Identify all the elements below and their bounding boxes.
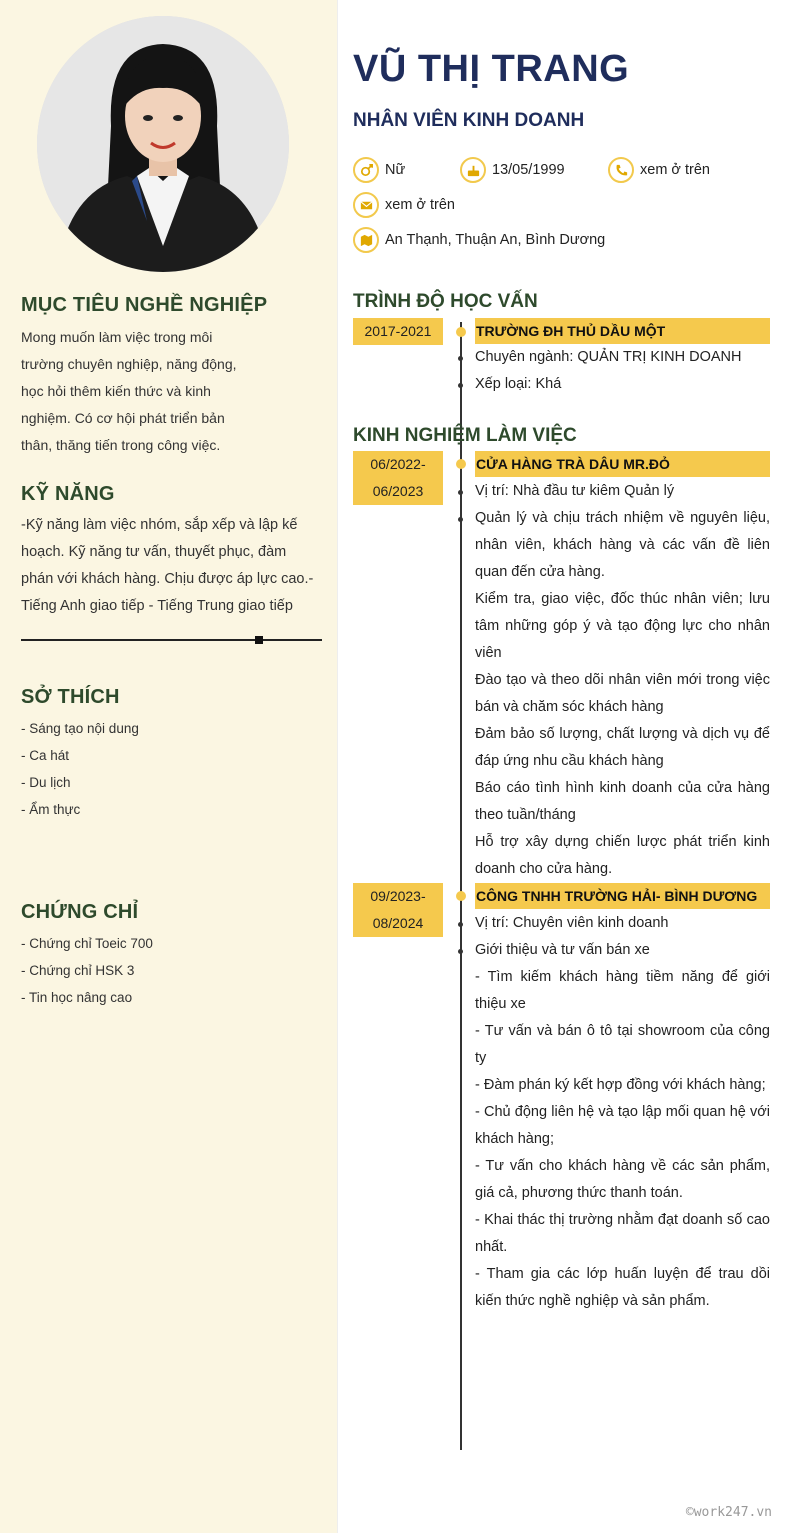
bullet-dot [458, 922, 463, 927]
certificates-list [21, 930, 153, 1011]
list-item: - Du lịch [21, 775, 71, 790]
email-info[interactable] [353, 192, 455, 218]
gender-value: Nữ [385, 162, 406, 178]
timeline-dot [456, 891, 466, 901]
skills-line: -Kỹ năng làm việc nhóm, sắp xếp và lập kế [21, 517, 298, 533]
skills-line: hoạch. Kỹ năng tư vấn, thuyết phục, đàm [21, 544, 287, 560]
objective-title: MỤC TIÊU NGHỀ NGHIỆP [21, 294, 268, 316]
duty-item: - Tư vấn cho khách hàng về các sản phẩm, giá cả, phương thức thanh toán. [475, 1158, 770, 1201]
timeline-dot [456, 459, 466, 469]
job-intro: Giới thiệu và tư vấn bán xe [475, 942, 650, 958]
job-date-from: 09/2023- [370, 888, 426, 904]
hobbies-title: SỞ THÍCH [21, 686, 120, 708]
duty-item: Đảm bảo số lượng, chất lượng và dịch vụ để đáp ứng nhu cầu khách hàng [475, 726, 770, 769]
objective-line: nghiệm. Có cơ hội phát triển bản [21, 410, 225, 426]
bullet-dot [458, 490, 463, 495]
birthday-value: 13/05/1999 [492, 162, 565, 178]
job-date-to: 06/2023 [372, 483, 424, 499]
list-item: - Ẩm thực [21, 802, 81, 817]
duty-item: Kiểm tra, giao việc, đốc thúc nhân viên; lưu tâm những góp ý và tạo động lực cho nhân viên [475, 591, 770, 661]
map-icon [353, 227, 379, 253]
duty-item: - Tham gia các lớp huấn luyện để trau dồi kiến thức nghề nghiệp và sản phẩm. [475, 1266, 770, 1309]
duty-item: - Đàm phán ký kết hợp đồng với khách hàng; [475, 1077, 766, 1093]
education-grade: Xếp loại: Khá [475, 376, 562, 392]
skills-line: Tiếng Anh giao tiếp - Tiếng Trung giao tiếp [21, 598, 293, 614]
duty-item: - Chủ động liên hệ và tạo lập mối quan hệ với khách hàng; [475, 1104, 770, 1147]
duty-item: Quản lý và chịu trách nhiệm về nguyên liệu, nhân viên, khách hàng và các vấn đề liên quan đến cửa hàng. [475, 510, 770, 580]
duty-item: Hỗ trợ xây dựng chiến lược phát triển kinh doanh cho cửa hàng. [475, 834, 770, 877]
phone-value: xem ở trên [640, 162, 710, 178]
hobbies-list [21, 715, 139, 823]
cake-icon [460, 157, 486, 183]
list-item: - Chứng chỉ HSK 3 [21, 963, 135, 978]
watermark: ©work247.vn [685, 1505, 772, 1520]
avatar-photo [37, 16, 289, 272]
gender-info [353, 157, 405, 183]
bullet-dot [458, 949, 463, 954]
bullet-dot [458, 356, 463, 361]
experience-title: KINH NGHIỆM LÀM VIỆC [353, 425, 577, 446]
education-title: TRÌNH ĐỘ HỌC VẤN [353, 291, 538, 312]
job-title: NHÂN VIÊN KINH DOANH [353, 110, 585, 131]
email-value: xem ở trên [385, 197, 455, 213]
education-major: Chuyên ngành: QUẢN TRỊ KINH DOANH [475, 349, 742, 365]
skills-text [21, 512, 321, 620]
objective-text [21, 324, 261, 459]
objective-line: trường chuyên nghiệp, năng động, [21, 356, 237, 372]
company-name: CỬA HÀNG TRÀ DÂU MR.ĐỎ [475, 451, 770, 477]
skills-line: phán với khách hàng. Chịu được áp lực cao.- [21, 571, 314, 587]
job-date-from: 06/2022- [370, 456, 426, 472]
left-sidebar [0, 0, 338, 1533]
objective-line: học hỏi thêm kiến thức và kinh [21, 383, 211, 399]
duty-item: - Tìm kiếm khách hàng tiềm năng để giới thiệu xe [475, 969, 770, 1012]
divider-knob [255, 636, 263, 644]
birthday-info [460, 157, 565, 183]
job-duties [475, 505, 770, 883]
objective-line: thân, thăng tiến trong công việc. [21, 437, 221, 453]
address-value: An Thạnh, Thuận An, Bình Dương [385, 232, 606, 248]
candidate-name: VŨ THỊ TRANG [353, 48, 630, 90]
bullet-dot [458, 517, 463, 522]
job-duties [475, 964, 770, 1315]
duty-item: - Khai thác thị trường nhằm đạt doanh số cao nhất. [475, 1212, 770, 1255]
duty-item: Báo cáo tình hình kinh doanh của cửa hàng theo tuần/tháng [475, 780, 770, 823]
divider-line [21, 639, 322, 641]
objective-line: Mong muốn làm việc trong môi [21, 329, 213, 345]
school-name: TRƯỜNG ĐH THỦ DẦU MỘT [475, 318, 770, 344]
bullet-dot [458, 383, 463, 388]
avatar [37, 16, 289, 272]
list-item: - Chứng chỉ Toeic 700 [21, 936, 153, 951]
company-name: CÔNG TNHH TRƯỜNG HẢI- BÌNH DƯƠNG [475, 883, 770, 909]
phone-info[interactable] [608, 157, 710, 183]
education-date: 2017-2021 [353, 318, 443, 345]
job-date [353, 883, 443, 937]
skills-title: KỸ NĂNG [21, 483, 115, 505]
envelope-icon [353, 192, 379, 218]
gender-icon [353, 157, 379, 183]
job-position: Vị trí: Chuyên viên kinh doanh [475, 915, 669, 931]
duty-item: Đào tạo và theo dõi nhân viên mới trong việc bán và chăm sóc khách hàng [475, 672, 770, 715]
list-item: - Tin học nâng cao [21, 990, 133, 1005]
duty-item: - Tư vấn và bán ô tô tại showroom của công ty [475, 1023, 770, 1066]
job-date-to: 08/2024 [372, 915, 424, 931]
certificates-title: CHỨNG CHỈ [21, 901, 139, 923]
job-position: Vị trí: Nhà đầu tư kiêm Quản lý [475, 483, 675, 499]
phone-icon [608, 157, 634, 183]
list-item: - Sáng tạo nội dung [21, 721, 139, 736]
address-info [353, 227, 605, 253]
job-date [353, 451, 443, 505]
timeline-dot [456, 327, 466, 337]
list-item: - Ca hát [21, 748, 70, 763]
